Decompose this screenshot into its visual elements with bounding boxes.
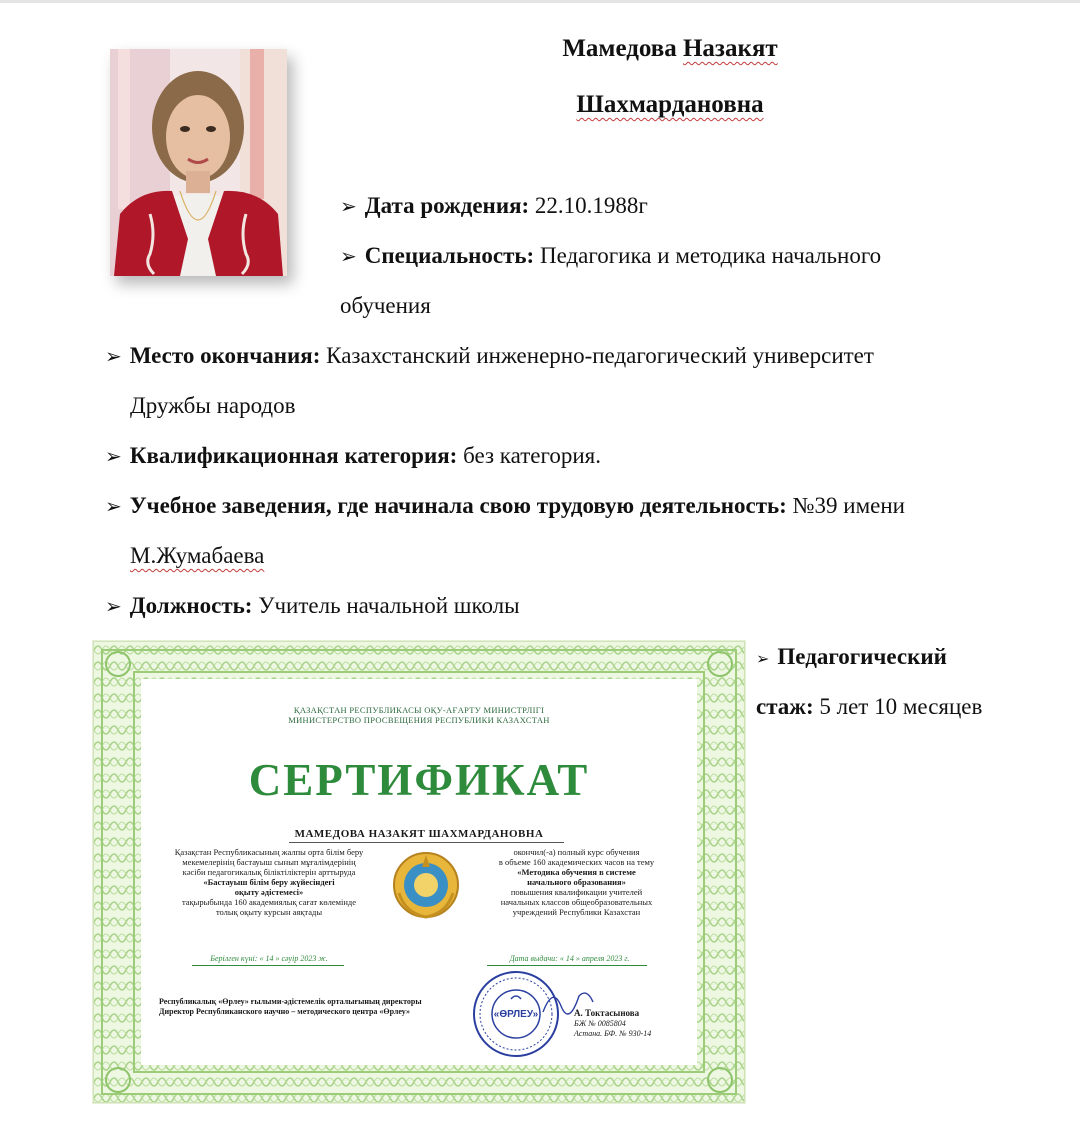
text-line: Қазақстан Республикасының жалпы орта білім беру: [174, 847, 364, 857]
top-border: [0, 0, 1080, 3]
field-value: №39 имени: [792, 493, 905, 518]
bullet-arrow-icon: ➢: [105, 496, 122, 518]
person-name-line2: [470, 90, 870, 120]
text-line: оқыту әдістемесі»: [234, 887, 304, 897]
bullet-arrow-icon: ➢: [756, 651, 770, 668]
signer-name: А. Токтасынова: [574, 1008, 640, 1018]
text-line: окончил(-а) полный курс обучения: [513, 847, 640, 857]
bullet-arrow-icon: ➢: [340, 196, 357, 218]
field-value: Казахстанский инженерно-педагогический университет: [326, 343, 874, 368]
certificate-holder: МАМЕДОВА НАЗАКЯТ ШАХМАРДАНОВНА: [294, 828, 544, 840]
stamp-text: «ӨРЛЕУ»: [493, 1009, 539, 1020]
signer-block: [574, 1008, 684, 1039]
registration-number: БЖ № 0085804: [574, 1019, 626, 1028]
portrait-photo: [110, 49, 287, 276]
field-graduation-cont: Дружбы народов: [130, 393, 296, 418]
text-line: начальных классов общеобразовательных: [500, 897, 653, 907]
ministry-ru: МИНИСТЕРСТВО ПРОСВЕЩЕНИЯ РЕСПУБЛИКИ КАЗАХСТАН: [288, 715, 550, 725]
field-experience-cont: [756, 692, 982, 722]
bullet-arrow-icon: ➢: [105, 446, 122, 468]
bullet-arrow-icon: ➢: [105, 596, 122, 618]
field-position: [105, 591, 520, 622]
field-graduation: [105, 341, 874, 372]
patronymic: Шахмардановна: [576, 91, 764, 118]
text-line: повышения квалификации учителей: [510, 887, 643, 897]
field-category: [105, 441, 601, 472]
kazakhstan-emblem-icon: [391, 849, 461, 921]
first-name: Назакят: [682, 35, 778, 62]
field-label: Учебное заведения, где начинала свою трудовую деятельность:: [129, 493, 787, 518]
director-title: [159, 997, 479, 1017]
field-specialty-cont: обучения: [340, 293, 431, 318]
text-line: «Методика обучения в системе: [517, 867, 636, 877]
field-label: Должность:: [129, 593, 253, 618]
registration-city: Астана. БФ. № 930-14: [574, 1029, 652, 1038]
text-line: мекемелерінің бастауыш сынып мұғалімдерінің: [182, 857, 356, 867]
field-specialty: [340, 241, 881, 272]
certificate-text-ru: [469, 847, 684, 917]
certificate-title: СЕРТИФИКАТ: [248, 755, 590, 805]
certificate-image: [93, 641, 745, 1103]
field-first-work-cont: [130, 541, 264, 571]
field-label: Специальность:: [364, 243, 535, 268]
field-value: М.Жумабаева: [130, 543, 265, 568]
field-experience: [756, 642, 947, 675]
field-label: Дата рождения:: [364, 193, 530, 218]
field-birth: [340, 191, 648, 222]
text-line: тақырыбында 160 академиялық сағат көлемінде: [181, 897, 357, 907]
date-underline: [192, 965, 344, 966]
field-label: Квалификационная категория:: [129, 443, 458, 468]
date-underline: [487, 965, 647, 966]
field-value: Учитель начальной школы: [258, 593, 520, 618]
ministry-kz: ҚАЗАҚСТАН РЕСПУБЛИКАСЫ ОҚУ-АҒАРТУ МИНИСТРЛІГІ: [293, 705, 545, 715]
field-label: Педагогический: [777, 644, 947, 669]
field-first-work: [105, 491, 905, 522]
field-value: без категория.: [463, 443, 601, 468]
field-value: 22.10.1988г: [534, 193, 648, 218]
issue-date-kz: Берілген күні: « 14 » сәуір 2023 ж.: [210, 954, 328, 963]
text-line: кәсіби педагогикалық біліктіліктерін арттыруда: [182, 867, 356, 877]
surname: Мамедова: [562, 35, 677, 62]
field-value: 5 лет 10 месяцев: [819, 694, 983, 719]
text-line: толық оқыту курсын аяқтады: [215, 907, 323, 917]
ministry-header: [94, 705, 744, 725]
holder-underline: [289, 842, 564, 843]
certificate-text-kz: [149, 847, 389, 917]
text-line: учреждений Республики Казахстан: [512, 907, 641, 917]
bullet-arrow-icon: ➢: [340, 246, 357, 268]
director-ru: Директор Республиканского научно – методического центра «Өрлеу»: [159, 1007, 410, 1016]
director-kz: Республикалық «Өрлеу» ғылыми-әдістемелік орталығының директоры: [159, 997, 422, 1006]
field-label: стаж:: [756, 694, 814, 719]
text-line: начального образования»: [527, 877, 626, 887]
issue-date-ru: Дата выдачи: « 14 » апреля 2023 г.: [509, 954, 630, 963]
field-value: Педагогика и методика начального: [539, 243, 882, 268]
person-name-line1: [470, 34, 870, 64]
bullet-arrow-icon: ➢: [105, 346, 122, 368]
text-line: в объеме 160 академических часов на тему: [498, 857, 655, 867]
text-line: «Бастауыш білім беру жүйесіндегі: [203, 877, 335, 887]
field-label: Место окончания:: [129, 343, 321, 368]
